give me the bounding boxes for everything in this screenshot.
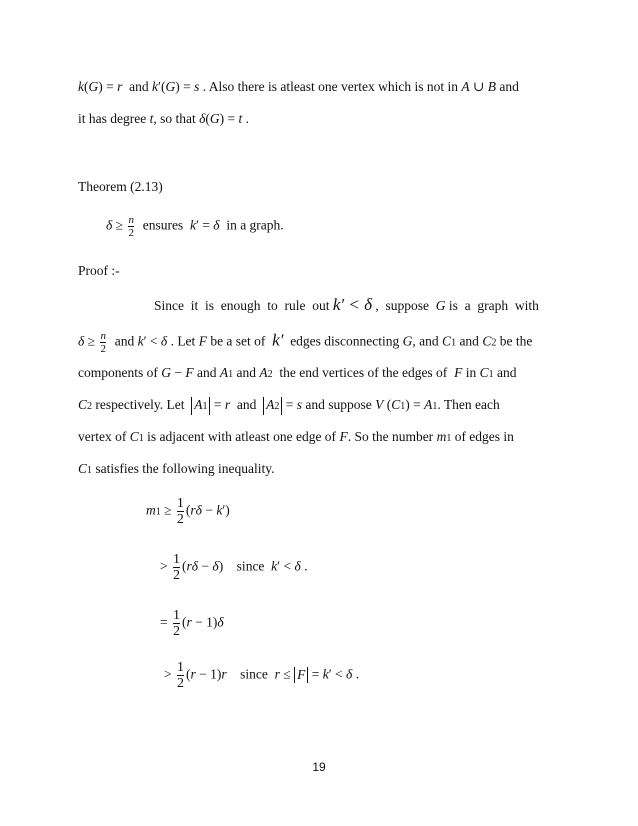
proof-label: Proof :- xyxy=(78,263,120,278)
equation-2: > $\frac{1}{2}$ (rδ − δ) since k′ < δ . xyxy=(160,552,308,583)
proof-line-6: C1 satisfies the following inequality. xyxy=(78,461,275,476)
equation-1: m1 ≥ $\frac{1}{2}$ (rδ − k′) xyxy=(146,496,230,527)
paragraph-line-1: k(G) = r and k′(G) = s . Also there is atleast one vertex which is not in A ∪ B and xyxy=(78,79,519,94)
paragraph-line-2: it has degree t, so that δ(G) = t . xyxy=(78,111,250,126)
proof-line-5: vertex of C1 is adjacent with atleast one edge of F. So the number m1 of edges in xyxy=(78,429,514,444)
proof-line-1: Since it is enough to rule out k′ < δ , suppose G is a graph with xyxy=(154,295,539,314)
proof-line-2: δ ≥ $\frac{n}{2}$ and k′ < δ . Let F be a set of k′ edges disconnecting G, and C1 and C2 be the xyxy=(78,330,533,355)
theorem-heading: Theorem (2.13) xyxy=(78,179,163,194)
equation-3: = $\frac{1}{2}$ (r − 1)δ xyxy=(160,608,224,639)
page-number: 19 xyxy=(312,760,326,774)
equation-4: > $\frac{1}{2}$ (r − 1)r since r ≤ F = k′ < δ . xyxy=(164,660,360,691)
proof-line-3: components of G − F and A1 and A2 the end vertices of the edges of F in C1 and xyxy=(78,365,517,380)
theorem-statement: δ ≥ $\frac{n}{2}$ ensures k′ = δ in a graph. xyxy=(106,214,284,239)
proof-line-4: C2 respectively. Let A1 = r and A2 = s and suppose V (C1) = A1. Then each xyxy=(78,396,500,416)
